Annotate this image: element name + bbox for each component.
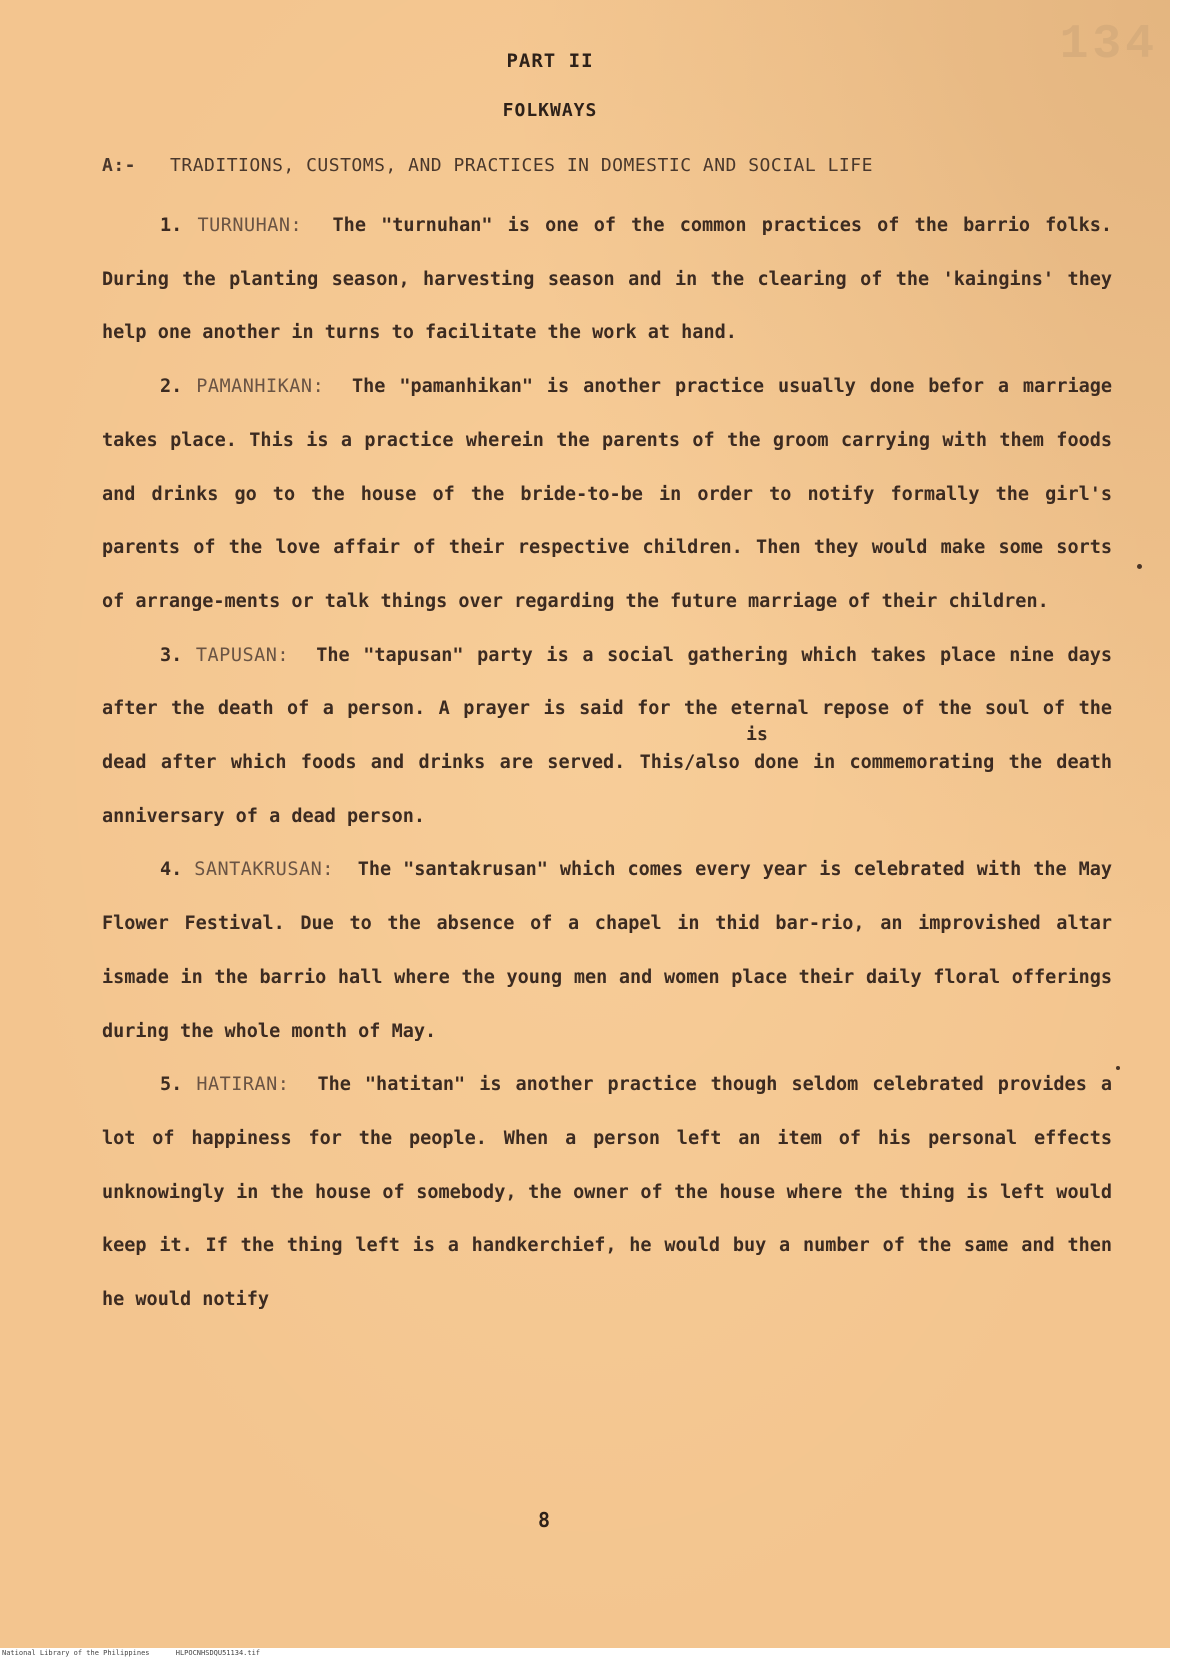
section-title — [102, 155, 873, 176]
paragraph-turnuhan — [102, 199, 1112, 360]
paragraph-text-before: The "tapusan" party is a social gathering which takes place nine days after the death of a person. A prayer is said for the eternal repose of the soul of the dead after which foods and drinks are served. This — [102, 644, 1112, 774]
paragraph-term: PAMANHIKAN: — [196, 376, 325, 398]
page-stamp-number: 134 — [1059, 18, 1158, 72]
scan-footer — [0, 1648, 1188, 1658]
paragraph-term: SANTAKRUSAN: — [194, 859, 334, 881]
paragraph-text-after: also done in commemorating the death anniversary of a dead person. — [102, 752, 1112, 827]
paragraph-term: TAPUSAN: — [195, 644, 290, 666]
inserted-word: is — [746, 724, 768, 746]
paragraph-text: The "santakrusan" which comes every year is celebrated with the May Flower Festival. Due to the absence of a chapel in thid bar-rio, an improvished altar ismade in the barrio hall where the young men and women place their daily floral offerings during the whole month of May. — [102, 859, 1112, 1042]
section-letter: A:- — [102, 155, 137, 176]
paragraph-tapusan — [102, 629, 1112, 844]
footer-file-id: HLPOCNHSDQU51134.tif — [175, 1649, 261, 1657]
page-number: 8 — [537, 1508, 551, 1532]
paragraph-text: The "pamanhikan" is another practice usually done befor a marriage takes place. This is a practice wherein the parents of the groom carrying with them foods and drinks go to the house of the bride-to-be in order to notify formally the girl's parents of the love affair of their respective children. Then they would make some sorts of arrange-ments or talk things over regarding the future marriage of their children. — [102, 376, 1113, 612]
paragraph-number: 1. — [160, 215, 183, 236]
paragraph-number: 5. — [160, 1074, 183, 1096]
paragraph-term: HATIRAN: — [196, 1074, 290, 1096]
ink-speck — [1116, 1066, 1120, 1070]
folkways-subheading: FOLKWAYS — [502, 100, 598, 121]
handwritten-insertion — [684, 724, 768, 774]
paragraph-hatiran — [102, 1058, 1112, 1327]
paragraph-text: The "hatitan" is another practice though seldom celebrated provides a lot of happiness for the people. When a person left an item of his personal effects unknowingly in the house of somebody, the owner of the house where the thing is left would keep it. If the thing left is a handkerchief, he would buy a number of the same and then he would notify — [102, 1074, 1112, 1311]
paragraph-number: 3. — [160, 644, 183, 666]
footer-library: National Library of the Philippines — [2, 1649, 150, 1657]
paragraph-number: 2. — [160, 376, 183, 398]
section-title-text: TRADITIONS, CUSTOMS, AND PRACTICES IN DOMESTIC AND SOCIAL LIFE — [170, 155, 873, 176]
strike-mark: / — [684, 752, 696, 774]
paragraph-term: TURNUHAN: — [197, 215, 303, 236]
paragraph-santakrusan — [102, 843, 1112, 1058]
ink-speck — [1137, 564, 1142, 569]
body-text — [102, 199, 1112, 1327]
part-heading: PART II — [506, 50, 594, 72]
paragraph-number: 4. — [160, 859, 183, 881]
paragraph-pamanhikan — [102, 360, 1112, 629]
paragraph-text: The "turnuhan" is one of the common practices of the barrio folks. During the planting season, harvesting season and in the clearing of the 'kaingins' they help one another in turns to facilitate the work at hand. — [102, 215, 1112, 344]
